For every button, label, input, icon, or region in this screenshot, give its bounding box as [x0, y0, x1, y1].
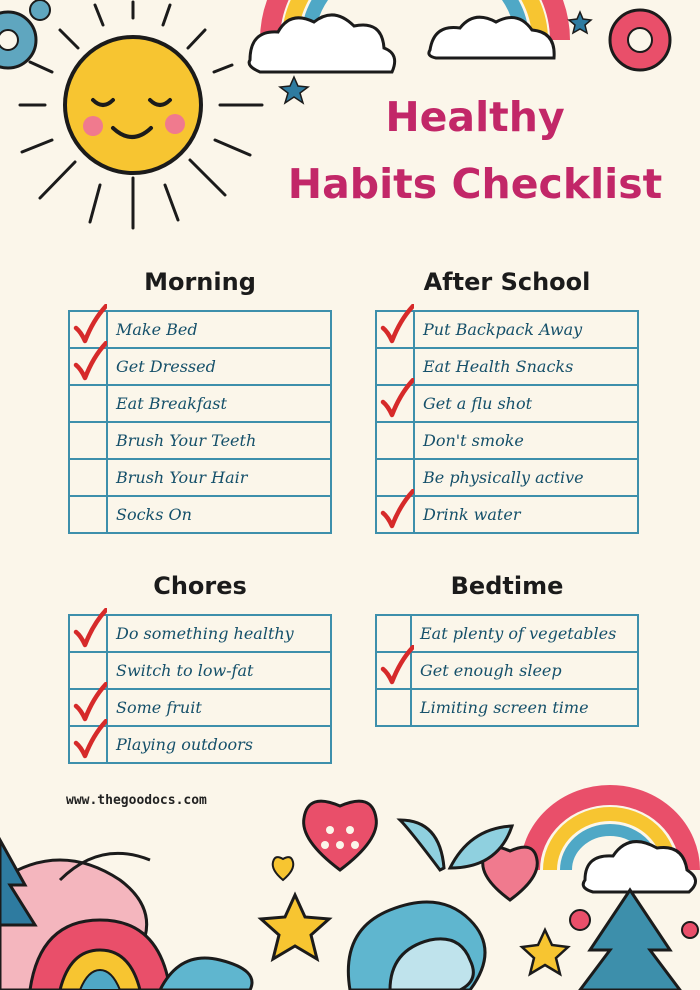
checklist-item	[377, 690, 637, 727]
wave-illustration	[0, 853, 485, 990]
checklist-item	[70, 386, 330, 423]
checklist-item-label: Do something healthy	[116, 624, 294, 643]
checklist-after-school	[375, 310, 639, 534]
document-title-line2: Habits Checklist	[287, 160, 663, 208]
checklist-item-label: Switch to low-fat	[116, 661, 254, 680]
checklist-item	[377, 349, 637, 386]
website-footer: www.thegoodocs.com	[66, 793, 207, 808]
checkbox[interactable]	[70, 616, 108, 651]
checklist-bedtime	[375, 614, 639, 727]
checklist-item-label: Brush Your Hair	[116, 468, 248, 487]
checklist-item	[377, 497, 637, 534]
section-bedtime	[375, 566, 639, 727]
checklist-item-label: Get Dressed	[116, 357, 216, 376]
section-heading: After School	[423, 268, 591, 296]
section-morning	[68, 262, 332, 534]
checklist-item	[70, 616, 330, 653]
checkbox[interactable]	[70, 386, 108, 421]
checkbox[interactable]	[70, 497, 108, 532]
section-heading: Chores	[153, 572, 247, 600]
checkbox[interactable]	[70, 727, 108, 762]
checklist-item	[377, 312, 637, 349]
checkbox[interactable]	[70, 423, 108, 458]
rainbow-illustration-bottom	[530, 795, 696, 892]
checklist-item-label: Make Bed	[116, 320, 198, 339]
checkbox[interactable]	[70, 349, 108, 384]
flower-illustration	[0, 0, 50, 68]
checkbox[interactable]	[377, 653, 412, 688]
checklist-chores	[68, 614, 332, 764]
checklist-item-label: Limiting screen time	[420, 698, 589, 717]
cloud-illustration	[249, 15, 554, 72]
section-heading: Bedtime	[450, 572, 564, 600]
document-title-line1: Healthy	[385, 93, 565, 141]
checklist-item	[70, 653, 330, 690]
checklist-item	[70, 497, 330, 534]
checklist-item-label: Drink water	[423, 505, 521, 524]
checklist-morning	[68, 310, 332, 534]
checklist-item	[377, 423, 637, 460]
checklist-item	[70, 349, 330, 386]
checkbox[interactable]	[70, 460, 108, 495]
section-heading: Morning	[144, 268, 256, 296]
sun-illustration	[20, 2, 262, 228]
checklist-item	[70, 312, 330, 349]
checklist-item-label: Eat Breakfast	[116, 394, 227, 413]
checkbox[interactable]	[377, 423, 415, 458]
checklist-item-label: Put Backpack Away	[423, 320, 583, 339]
checklist-item-label: Get a flu shot	[423, 394, 533, 413]
section-chores	[68, 566, 332, 764]
checklist-item-label: Playing outdoors	[116, 735, 253, 754]
checklist-item-label: Eat plenty of vegetables	[420, 624, 617, 643]
checklist-item-label: Some fruit	[116, 698, 202, 717]
checkbox[interactable]	[377, 386, 415, 421]
checklist-item	[377, 386, 637, 423]
checklist-item-label: Brush Your Teeth	[116, 431, 257, 450]
checklist-item	[70, 690, 330, 727]
checklist-item	[377, 616, 637, 653]
checklist-item	[70, 423, 330, 460]
checklist-item-label: Eat Health Snacks	[423, 357, 574, 376]
checklist-item	[70, 460, 330, 497]
checklist-item	[70, 727, 330, 764]
checklist-item-label: Socks On	[116, 505, 192, 524]
checklist-item-label: Don't smoke	[423, 431, 524, 450]
checklist-item	[377, 653, 637, 690]
checklist-item-label: Get enough sleep	[420, 661, 562, 680]
checklist-item-label: Be physically active	[423, 468, 584, 487]
section-after-school	[375, 262, 639, 534]
checkbox[interactable]	[377, 312, 415, 347]
checklist-item	[377, 460, 637, 497]
checkbox[interactable]	[377, 690, 412, 725]
checkbox[interactable]	[377, 497, 415, 532]
